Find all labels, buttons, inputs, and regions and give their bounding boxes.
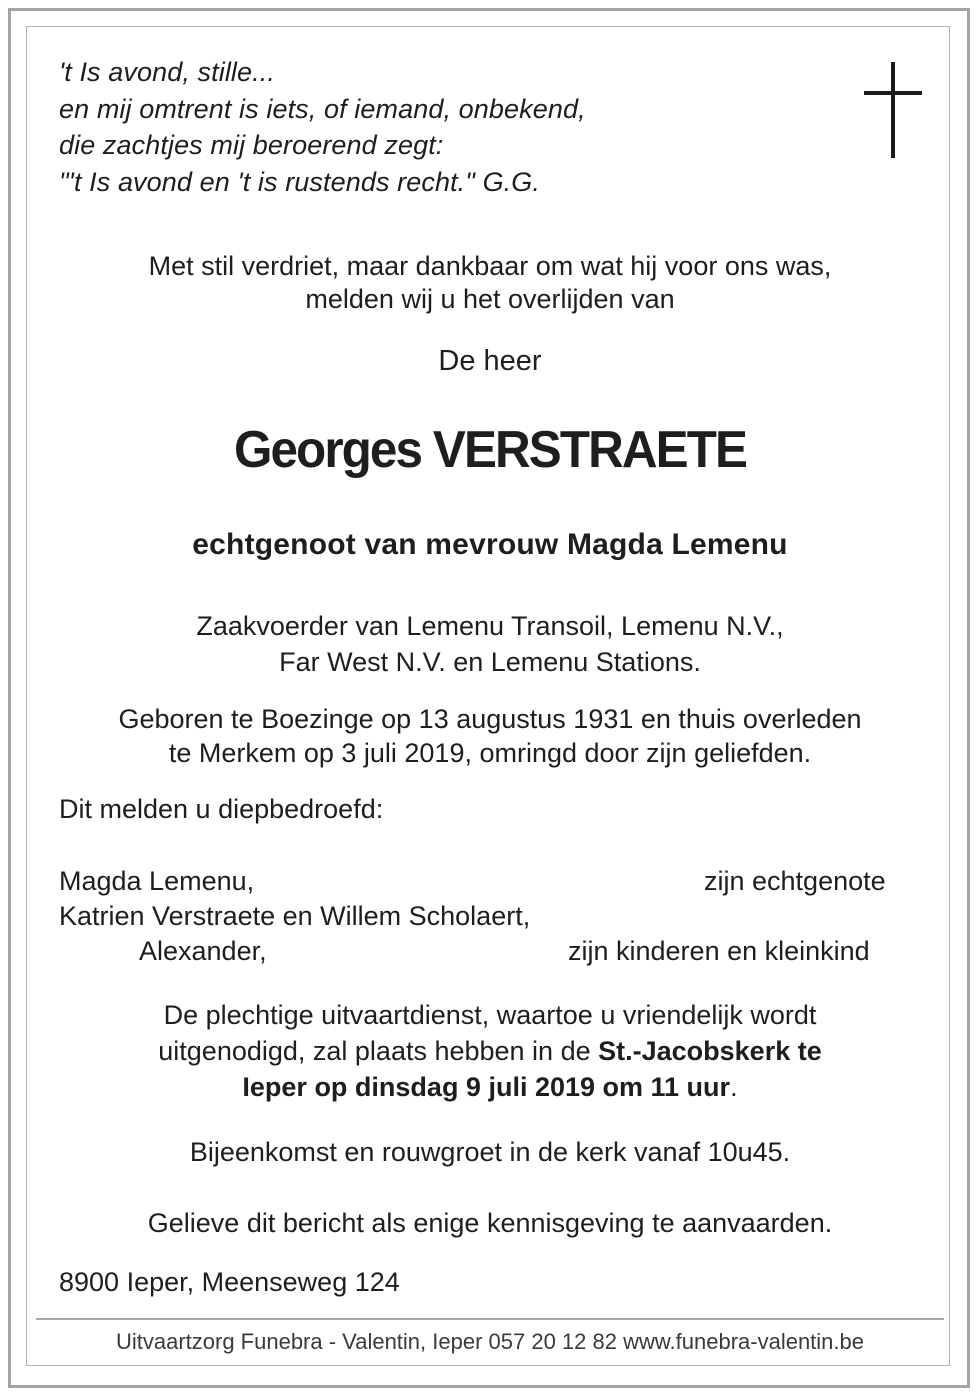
ceremony-date: Ieper op dinsdag 9 juli 2019 om 11 uur: [242, 1072, 731, 1102]
birth-death-line-1: Geboren te Boezinge op 13 augustus 1931 en thuis overleden: [118, 704, 862, 734]
occupation-line-1: Zaakvoerder van Lemenu Transoil, Lemenu N.V.,: [196, 611, 784, 641]
poem-line-3: die zachtjes mij beroerend zegt:: [59, 130, 444, 160]
ceremony-line-1: De plechtige uitvaartdienst, waartoe u vriendelijk wordt: [163, 1000, 817, 1030]
intro-line-2: melden wij u het overlijden van: [305, 284, 675, 314]
funeral-home-footer: Uitvaartzorg Funebra - Valentin, Ieper 057 20 12 82 www.funebra-valentin.be: [115, 1329, 865, 1354]
mourner-relation: zijn echtgenote: [704, 866, 886, 896]
cross-icon: [864, 62, 922, 158]
deceased-name: Georges VERSTRAETE: [233, 421, 747, 479]
address: 8900 Ieper, Meenseweg 124: [59, 1267, 400, 1297]
gathering-info: Bijeenkomst en rouwgroet in de kerk vanaf 10u45.: [189, 1137, 791, 1167]
ceremony-church: St.-Jacobskerk te: [598, 1036, 822, 1066]
ceremony-line-3: [30, 1069, 950, 1105]
announcement-intro: [30, 250, 950, 316]
mourner-name: Katrien Verstraete en Willem Scholaert,: [59, 901, 531, 931]
mourners-intro: Dit melden u diepbedroefd:: [59, 794, 384, 824]
intro-line-1: Met stil verdriet, maar dankbaar om wat hij voor ons was,: [148, 251, 832, 281]
birth-death-line-2: te Merkem op 3 juli 2019, omringd door zijn geliefden.: [168, 738, 812, 768]
birth-death: [30, 702, 950, 770]
mourner-name: Magda Lemenu,: [59, 866, 255, 896]
ceremony-line-2: [30, 1033, 950, 1069]
ceremony-period: .: [730, 1072, 738, 1102]
poem: [59, 54, 586, 200]
ceremony-details: [30, 997, 950, 1105]
notice: Gelieve dit bericht als enige kennisgeving te aanvaarden.: [147, 1208, 833, 1238]
ceremony-text: uitgenodigd, zal plaats hebben in de: [158, 1036, 599, 1066]
footer-divider: [36, 1318, 944, 1320]
mourner-relation: zijn kinderen en kleinkind: [568, 936, 870, 966]
spouse-line: echtgenoot van mevrouw Magda Lemenu: [192, 528, 788, 561]
title-prefix: De heer: [438, 345, 542, 377]
poem-line-4: "'t Is avond en 't is rustends recht." G.G.: [59, 166, 540, 197]
occupation-line-2: Far West N.V. en Lemenu Stations.: [279, 647, 701, 677]
occupation: [30, 608, 950, 680]
poem-line-2: en mij omtrent is iets, of iemand, onbekend,: [59, 93, 586, 124]
poem-line-1: 't Is avond, stille...: [59, 57, 275, 87]
mourner-name: Alexander,: [139, 936, 267, 966]
